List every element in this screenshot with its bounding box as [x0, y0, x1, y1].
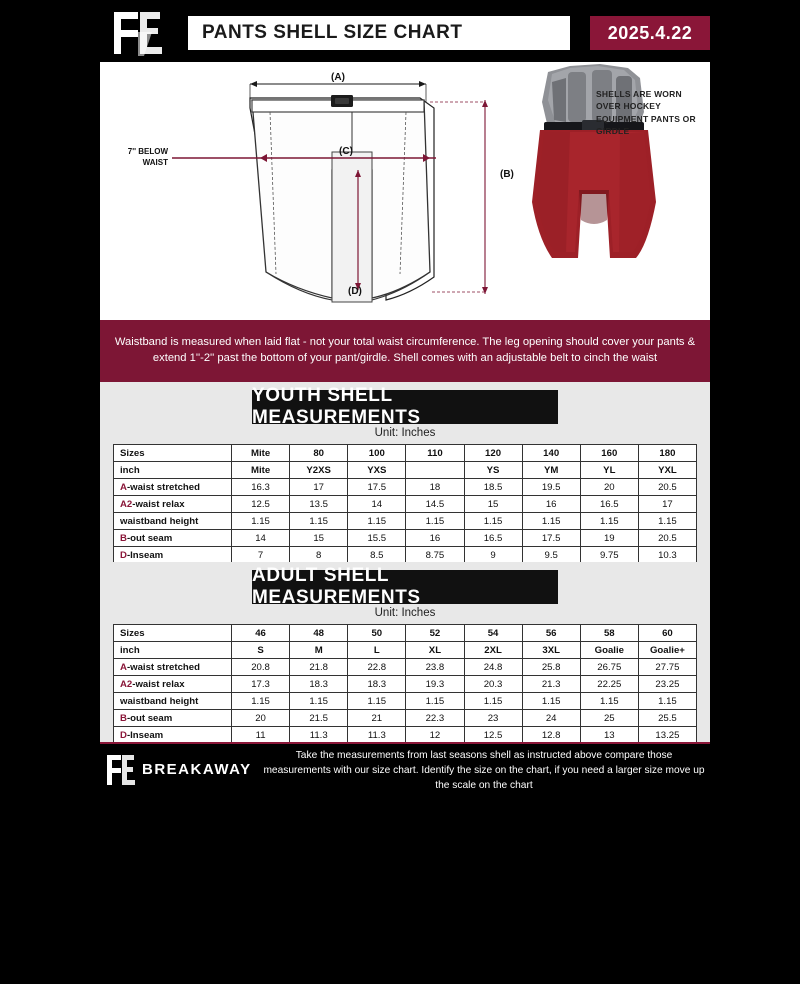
- table-row: [114, 625, 697, 642]
- table-cell: 17: [290, 479, 348, 496]
- row-header-marker: D: [120, 729, 127, 741]
- table-cell: 20.8: [232, 659, 290, 676]
- table-cell: 1.15: [290, 513, 348, 530]
- table-cell: 25.5: [638, 710, 696, 727]
- table-row: [114, 445, 697, 462]
- row-header: Sizes: [114, 625, 232, 642]
- table-cell: 1.15: [464, 693, 522, 710]
- table-cell: 9.75: [580, 547, 638, 564]
- table-cell: YM: [522, 462, 580, 479]
- table-cell: Goalie+: [638, 642, 696, 659]
- table-cell: 60: [638, 625, 696, 642]
- row-header: inch: [114, 462, 232, 479]
- table-cell: 50: [348, 625, 406, 642]
- table-cell: 1.15: [580, 513, 638, 530]
- table-cell: 1.15: [290, 693, 348, 710]
- row-header: inch: [114, 642, 232, 659]
- svg-text:(D): (D): [348, 286, 362, 297]
- footer-divider: [100, 742, 710, 744]
- table-row: [114, 710, 697, 727]
- table-cell: 20.5: [638, 479, 696, 496]
- youth-size-table: [113, 444, 697, 564]
- table-row: [114, 462, 697, 479]
- table-cell: 9: [464, 547, 522, 564]
- diagram-panel: [100, 62, 710, 320]
- youth-banner: [252, 385, 558, 428]
- table-cell: 17.5: [522, 530, 580, 547]
- table-row: [114, 479, 697, 496]
- table-cell: 15: [290, 530, 348, 547]
- table-cell: 120: [464, 445, 522, 462]
- table-cell: 11.3: [348, 727, 406, 744]
- table-cell: 21.8: [290, 659, 348, 676]
- table-cell: 17.5: [348, 479, 406, 496]
- table-cell: 25.8: [522, 659, 580, 676]
- below-waist-label: 7'' BELOW WAIST: [127, 147, 168, 167]
- adult-section: [100, 562, 710, 742]
- table-cell: Y2XS: [290, 462, 348, 479]
- row-header: [114, 659, 232, 676]
- table-cell: 160: [580, 445, 638, 462]
- table-cell: 21.3: [522, 676, 580, 693]
- row-header: [114, 676, 232, 693]
- table-cell: 1.15: [406, 513, 464, 530]
- row-header-marker: B: [120, 712, 127, 724]
- table-cell: 16: [406, 530, 464, 547]
- row-header-label: -waist relax: [132, 498, 185, 510]
- table-cell: 27.75: [638, 659, 696, 676]
- row-header-label: -out seam: [126, 712, 173, 724]
- table-cell: 14: [232, 530, 290, 547]
- table-cell: 25: [580, 710, 638, 727]
- table-cell: 52: [406, 625, 464, 642]
- row-header-label: -Inseam: [126, 729, 164, 741]
- table-row: [114, 642, 697, 659]
- table-cell: 17.3: [232, 676, 290, 693]
- table-cell: 10.3: [638, 547, 696, 564]
- table-cell: 1.15: [638, 693, 696, 710]
- table-cell: 16.5: [580, 496, 638, 513]
- row-header: [114, 727, 232, 744]
- table-cell: L: [348, 642, 406, 659]
- table-cell: 1.15: [348, 693, 406, 710]
- table-cell: 56: [522, 625, 580, 642]
- table-cell: 7: [232, 547, 290, 564]
- table-cell: 21: [348, 710, 406, 727]
- table-cell: 8: [290, 547, 348, 564]
- table-row: [114, 693, 697, 710]
- table-cell: M: [290, 642, 348, 659]
- table-row: [114, 727, 697, 744]
- footer-brand: BREAKAWAY: [142, 761, 252, 778]
- table-cell: Mite: [232, 445, 290, 462]
- table-cell: 16.5: [464, 530, 522, 547]
- table-cell: 140: [522, 445, 580, 462]
- table-cell: 20.3: [464, 676, 522, 693]
- table-cell: 15: [464, 496, 522, 513]
- table-cell: 8.5: [348, 547, 406, 564]
- row-header-marker: A2: [120, 678, 133, 690]
- table-cell: 15.5: [348, 530, 406, 547]
- table-cell: 12: [406, 727, 464, 744]
- table-row: [114, 530, 697, 547]
- table-cell: 18.3: [290, 676, 348, 693]
- adult-banner-text: ADULT SHELL MEASUREMENTS: [252, 565, 421, 608]
- date-text: 2025.4.22: [607, 22, 693, 43]
- table-cell: 100: [348, 445, 406, 462]
- table-cell: 19.3: [406, 676, 464, 693]
- table-cell: 23.25: [638, 676, 696, 693]
- table-cell: 14: [348, 496, 406, 513]
- table-cell: 14.5: [406, 496, 464, 513]
- table-cell: Mite: [232, 462, 290, 479]
- shell-usage-note: SHELLS ARE WORN OVER HOCKEY EQUIPMENT PANTS OR GIRDLE: [596, 89, 696, 136]
- table-cell: 54: [464, 625, 522, 642]
- date-badge: [590, 16, 710, 50]
- youth-banner-text: YOUTH SHELL MEASUREMENTS: [252, 385, 421, 428]
- table-cell: 23.8: [406, 659, 464, 676]
- table-cell: 21.5: [290, 710, 348, 727]
- row-header-label: -waist stretched: [126, 481, 200, 493]
- table-cell: 12.5: [464, 727, 522, 744]
- row-header: [114, 547, 232, 564]
- footer-instructions: Take the measurements from last seasons shell as instructed above compare those measurements with our size chart. Identify the size on the chart, if you need a larger size move up the scale on the chart: [263, 750, 705, 791]
- table-cell: 24: [522, 710, 580, 727]
- table-cell: 3XL: [522, 642, 580, 659]
- adult-size-table: [113, 624, 697, 744]
- table-cell: 16: [522, 496, 580, 513]
- row-header-label: -waist relax: [132, 678, 185, 690]
- footer: [0, 742, 800, 800]
- page-title: PANTS SHELL SIZE CHART: [202, 22, 463, 43]
- table-row: [114, 513, 697, 530]
- table-row: [114, 676, 697, 693]
- table-cell: 18.5: [464, 479, 522, 496]
- adult-banner: [252, 565, 558, 608]
- row-header: [114, 496, 232, 513]
- table-cell: 13: [580, 727, 638, 744]
- table-cell: 1.15: [232, 693, 290, 710]
- table-cell: 180: [638, 445, 696, 462]
- table-cell: 1.15: [406, 693, 464, 710]
- table-cell: 1.15: [522, 513, 580, 530]
- row-header-label: -out seam: [126, 532, 173, 544]
- table-cell: 2XL: [464, 642, 522, 659]
- table-cell: 1.15: [522, 693, 580, 710]
- breakaway-b-logo-icon: [104, 754, 138, 786]
- row-header-marker: A2: [120, 498, 133, 510]
- table-cell: 1.15: [348, 513, 406, 530]
- table-cell: YL: [580, 462, 638, 479]
- row-header-marker: A: [120, 481, 127, 493]
- page-title-box: [188, 16, 570, 50]
- header: [0, 0, 800, 62]
- row-header: waistband height: [114, 513, 232, 530]
- table-cell: 13.5: [290, 496, 348, 513]
- table-cell: 12.8: [522, 727, 580, 744]
- table-cell: 16.3: [232, 479, 290, 496]
- table-cell: 20.5: [638, 530, 696, 547]
- table-cell: 110: [406, 445, 464, 462]
- table-cell: S: [232, 642, 290, 659]
- row-header: [114, 710, 232, 727]
- row-header-label: -waist stretched: [126, 661, 200, 673]
- row-header: [114, 479, 232, 496]
- row-header: [114, 530, 232, 547]
- table-cell: 22.3: [406, 710, 464, 727]
- table-cell: 1.15: [464, 513, 522, 530]
- table-cell: 24.8: [464, 659, 522, 676]
- row-header-marker: D: [120, 549, 127, 561]
- table-row: [114, 496, 697, 513]
- table-cell: Goalie: [580, 642, 638, 659]
- table-cell: 9.5: [522, 547, 580, 564]
- table-cell: 1.15: [232, 513, 290, 530]
- row-header-marker: A: [120, 661, 127, 673]
- table-cell: YXS: [348, 462, 406, 479]
- table-cell: 20: [232, 710, 290, 727]
- table-cell: XL: [406, 642, 464, 659]
- table-cell: 22.25: [580, 676, 638, 693]
- table-cell: 17: [638, 496, 696, 513]
- table-cell: 19: [580, 530, 638, 547]
- table-cell: 18: [406, 479, 464, 496]
- youth-section: [100, 382, 710, 562]
- table-cell: YXL: [638, 462, 696, 479]
- table-cell: 12.5: [232, 496, 290, 513]
- table-cell: 23: [464, 710, 522, 727]
- table-cell: 11.3: [290, 727, 348, 744]
- table-cell: 58: [580, 625, 638, 642]
- svg-text:(A): (A): [331, 72, 345, 83]
- youth-unit: Unit: Inches: [374, 427, 436, 439]
- svg-text:(C): (C): [339, 146, 353, 157]
- table-cell: 18.3: [348, 676, 406, 693]
- table-row: [114, 659, 697, 676]
- table-cell: [406, 462, 464, 479]
- table-cell: 8.75: [406, 547, 464, 564]
- measurement-info-text: Waistband is measured when laid flat - not your total waist circumference. The leg opening should cover your pants & extend 1''-2'' past the bottom of your pant/girdle. Shell comes with an adjustable belt to cinch the waist: [114, 336, 696, 364]
- row-header-marker: B: [120, 532, 127, 544]
- row-header: Sizes: [114, 445, 232, 462]
- breakaway-b-logo-icon: [108, 10, 168, 56]
- table-cell: 26.75: [580, 659, 638, 676]
- table-cell: 1.15: [580, 693, 638, 710]
- table-cell: 19.5: [522, 479, 580, 496]
- adult-unit: Unit: Inches: [374, 607, 436, 619]
- table-cell: 11: [232, 727, 290, 744]
- table-row: [114, 547, 697, 564]
- row-header-label: -Inseam: [126, 549, 164, 561]
- table-cell: 20: [580, 479, 638, 496]
- table-cell: 22.8: [348, 659, 406, 676]
- table-cell: YS: [464, 462, 522, 479]
- table-cell: 80: [290, 445, 348, 462]
- table-cell: 1.15: [638, 513, 696, 530]
- measurement-info-bar: [100, 320, 710, 382]
- table-cell: 46: [232, 625, 290, 642]
- svg-text:(B): (B): [500, 169, 514, 180]
- row-header: waistband height: [114, 693, 232, 710]
- table-cell: 48: [290, 625, 348, 642]
- table-cell: 13.25: [638, 727, 696, 744]
